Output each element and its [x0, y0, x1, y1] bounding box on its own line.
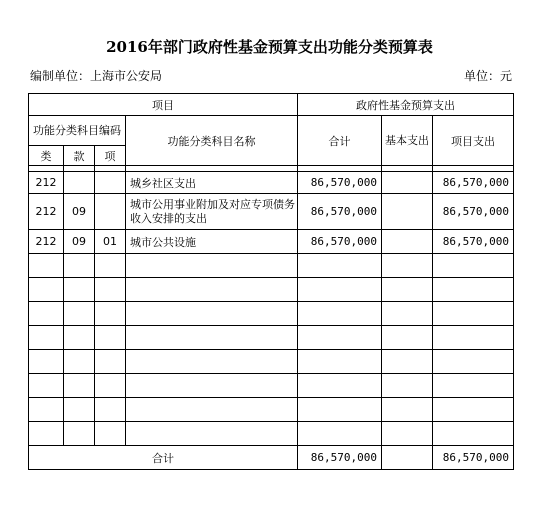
header-total: 合计: [298, 116, 382, 166]
empty-row: [29, 302, 514, 326]
row-project: 86,570,000: [433, 172, 514, 194]
header-item: 项目: [29, 94, 298, 116]
total-row: [29, 446, 514, 470]
header-kuan: 款: [64, 146, 95, 166]
header-basic: 基本支出: [382, 116, 433, 166]
currency-unit: 单位：元: [463, 69, 512, 83]
row-total: 86,570,000: [298, 230, 382, 254]
header-code-group: 功能分类科目编码: [29, 116, 126, 146]
row-basic: [382, 172, 433, 194]
row-kuan: 09: [64, 194, 95, 230]
compiling-unit: 编制单位：上海市公安局: [30, 69, 163, 83]
row-project: 86,570,000: [433, 230, 514, 254]
row-basic: [382, 194, 433, 230]
row-name: 城乡社区支出: [126, 172, 298, 194]
row-total: 86,570,000: [298, 194, 382, 230]
header-xiang: 项: [95, 146, 126, 166]
total-project: 86,570,000: [433, 446, 514, 470]
header-budget: 政府性基金预算支出: [298, 94, 514, 116]
row-kuan: 09: [64, 230, 95, 254]
empty-row: [29, 374, 514, 398]
empty-row: [29, 278, 514, 302]
row-kuan: [64, 172, 95, 194]
row-lei: 212: [29, 172, 64, 194]
empty-row: [29, 254, 514, 278]
empty-row: [29, 422, 514, 446]
table-row: [29, 194, 514, 230]
header-name: 功能分类科目名称: [126, 116, 298, 166]
row-total: 86,570,000: [298, 172, 382, 194]
row-name: 城市公共设施: [126, 230, 298, 254]
header-project: 项目支出: [433, 116, 514, 166]
row-lei: 212: [29, 230, 64, 254]
row-lei: 212: [29, 194, 64, 230]
total-basic: [382, 446, 433, 470]
budget-table: [28, 93, 514, 470]
row-project: 86,570,000: [433, 194, 514, 230]
row-name: 城市公用事业附加及对应专项债务收入安排的支出: [126, 194, 298, 230]
header-lei: 类: [29, 146, 64, 166]
empty-row: [29, 350, 514, 374]
row-xiang: 01: [95, 230, 126, 254]
row-xiang: [95, 194, 126, 230]
page-title: 2016年部门政府性基金预算支出功能分类预算表: [106, 38, 433, 56]
table-row: [29, 230, 514, 254]
row-basic: [382, 230, 433, 254]
empty-row: [29, 398, 514, 422]
total-total: 86,570,000: [298, 446, 382, 470]
total-label: 合计: [29, 446, 298, 470]
table-row: [29, 172, 514, 194]
row-xiang: [95, 172, 126, 194]
empty-row: [29, 326, 514, 350]
